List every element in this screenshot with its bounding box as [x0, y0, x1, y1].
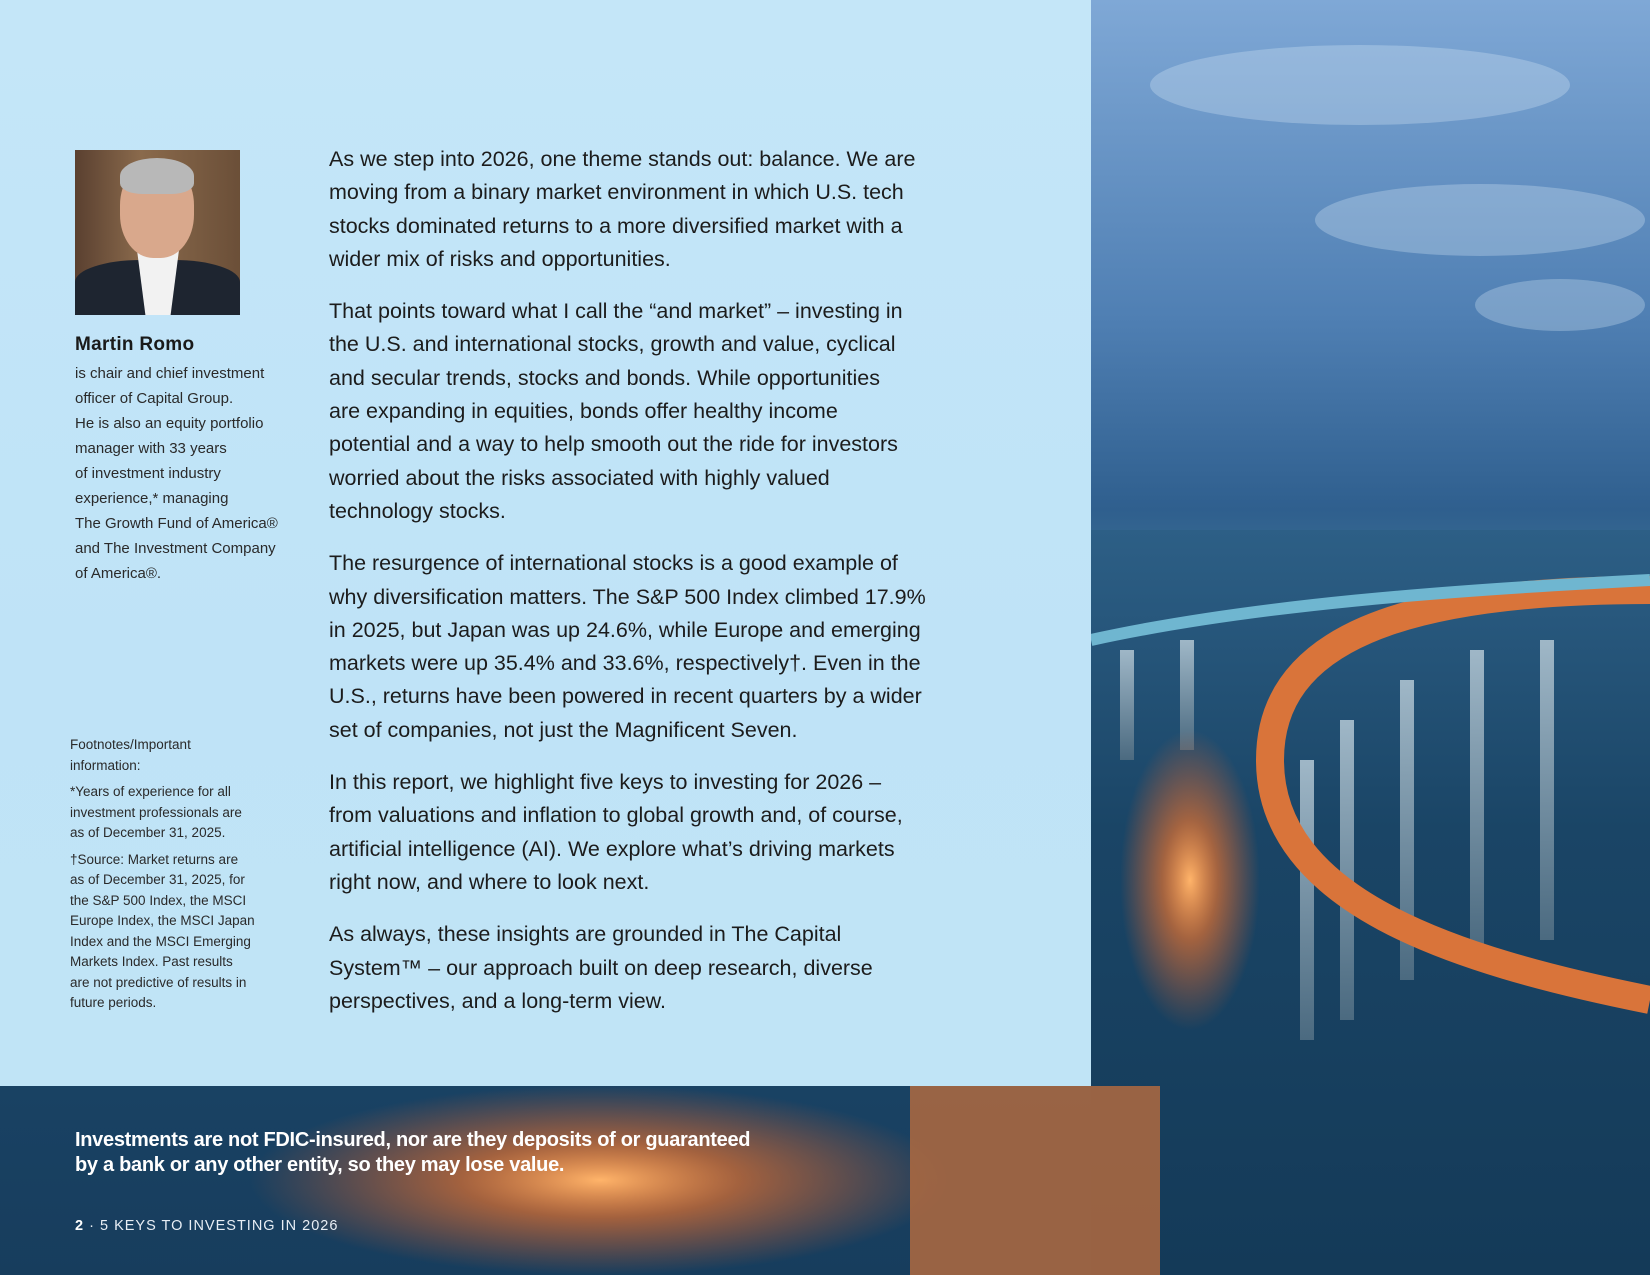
light-glow	[1120, 730, 1260, 1030]
body-line: As we step into 2026, one theme stands out: balance. We are	[329, 147, 916, 171]
body-line: artificial intelligence (AI). We explore what’s driving markets	[329, 836, 895, 861]
footnote-2: are not predictive of results in	[70, 974, 247, 990]
body-line: stocks dominated returns to a more diversified market with a	[329, 213, 903, 238]
body-line: set of companies, not just the Magnificent Seven.	[329, 717, 798, 742]
body-paragraph	[329, 918, 969, 1018]
body-line: U.S., returns have been powered in recent quarters by a wider	[329, 684, 922, 709]
body-line: from valuations and inflation to global growth and, of course,	[329, 803, 903, 828]
footnote-2: Europe Index, the MSCI Japan	[70, 913, 255, 928]
page-footer	[75, 1218, 338, 1234]
body-line: why diversification matters. The S&P 500 Index climbed 17.9%	[329, 584, 926, 609]
body-line: right now, and where to look next.	[329, 869, 650, 894]
body-line: wider mix of risks and opportunities.	[329, 246, 671, 271]
clouds	[1150, 45, 1645, 331]
bio-line: The Growth Fund of America®	[75, 515, 278, 532]
main-body-text	[329, 143, 969, 1037]
bio-line: of America®.	[75, 565, 162, 582]
author-portrait	[75, 150, 240, 315]
author-name: Martin Romo	[75, 334, 195, 355]
body-line: technology stocks.	[329, 498, 506, 523]
footer-separator: ·	[89, 1218, 95, 1234]
bio-line: manager with 33 years	[75, 440, 227, 457]
footnote-1: as of December 31, 2025.	[70, 825, 226, 840]
footnote-2: the S&P 500 Index, the MSCI	[70, 892, 247, 908]
author-bio	[75, 361, 285, 586]
body-paragraph	[329, 766, 969, 899]
footnote-1: investment professionals are	[70, 804, 242, 820]
footnote-2: future periods.	[70, 995, 157, 1010]
body-line: System™ – our approach built on deep research, diverse	[329, 955, 873, 980]
footnote-2: Markets Index. Past results	[70, 954, 233, 969]
disclaimer-line: Investments are not FDIC-insured, nor are they deposits of or guaranteed	[75, 1129, 751, 1151]
footnote-2: as of December 31, 2025, for	[70, 872, 245, 887]
body-line: potential and a way to help smooth out the ride for investors	[329, 432, 898, 457]
bio-line: is chair and chief investment	[75, 365, 265, 382]
body-line: the U.S. and international stocks, growth and value, cyclical	[329, 332, 896, 357]
body-line: markets were up 35.4% and 33.6%, respectively†. Even in the	[329, 651, 921, 676]
light-glow	[250, 1085, 950, 1275]
publication-title: 5 KEYS TO INVESTING IN 2026	[99, 1218, 339, 1234]
body-paragraph	[329, 295, 969, 528]
body-line: moving from a binary market environment in which U.S. tech	[329, 180, 904, 205]
body-line: As always, these insights are grounded in The Capital	[329, 922, 842, 947]
body-line: In this report, we highlight five keys to investing for 2026 –	[329, 770, 882, 795]
footnote-2: †Source: Market returns are	[70, 851, 239, 867]
fdic-disclaimer	[75, 1128, 750, 1178]
body-paragraph	[329, 547, 969, 747]
body-line: worried about the risks associated with highly valued	[329, 465, 830, 490]
footnote-2: Index and the MSCI Emerging	[70, 933, 251, 949]
body-line: in 2025, but Japan was up 24.6%, while Europe and emerging	[329, 617, 921, 642]
body-line: perspectives, and a long-term view.	[329, 988, 666, 1013]
body-line: The resurgence of international stocks is a good example of	[329, 551, 898, 576]
body-line: That points toward what I call the “and market” – investing in	[329, 299, 903, 324]
footnotes-heading: Footnotes/Important	[70, 737, 191, 752]
page-number: 2	[75, 1218, 85, 1234]
body-line: and secular trends, stocks and bonds. While opportunities	[329, 365, 880, 390]
bio-line: of investment industry	[75, 465, 221, 482]
body-paragraph	[329, 143, 969, 276]
bio-line: and The Investment Company	[75, 540, 276, 557]
bio-line: experience,* managing	[75, 490, 229, 507]
disclaimer-line: by a bank or any other entity, so they may lose value.	[75, 1154, 565, 1176]
footnotes-heading: information:	[70, 757, 141, 773]
bio-line: officer of Capital Group.	[75, 390, 234, 407]
body-line: are expanding in equities, bonds offer healthy income	[329, 399, 838, 424]
footnotes	[70, 735, 270, 1014]
bio-line: He is also an equity portfolio	[75, 415, 264, 432]
footnote-1: *Years of experience for all	[70, 784, 231, 799]
